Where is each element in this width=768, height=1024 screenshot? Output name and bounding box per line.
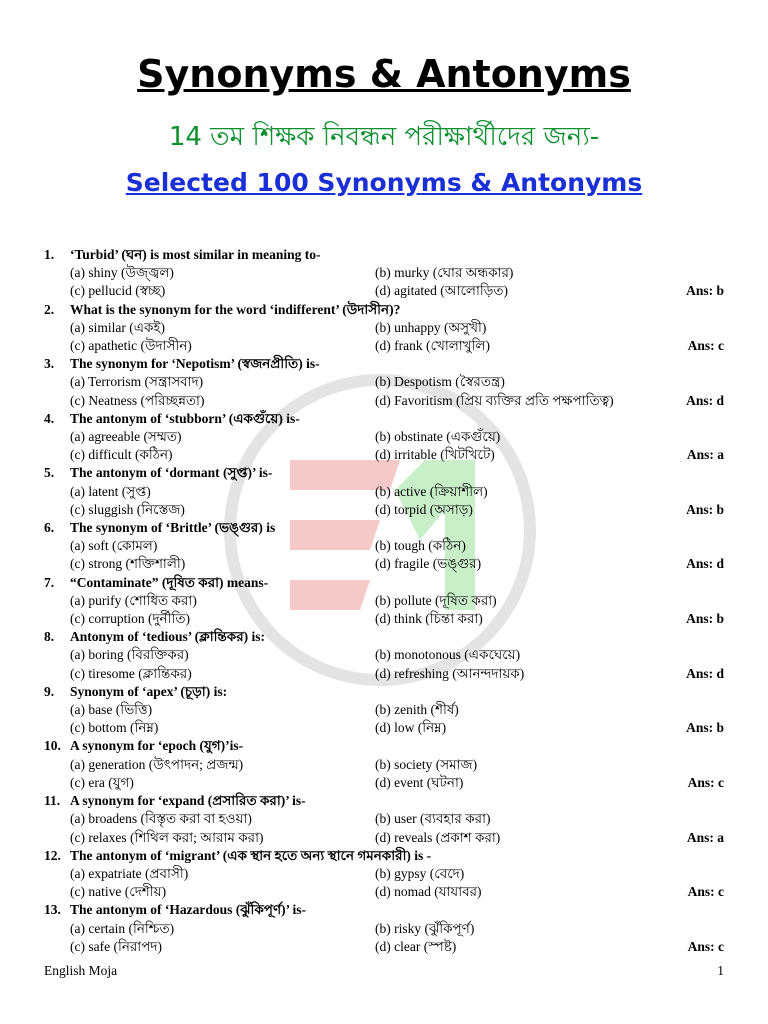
question-header xyxy=(44,737,724,755)
options-row xyxy=(44,537,724,555)
option-a: (a) boring (বিরক্তিকর) xyxy=(70,647,189,663)
question-item xyxy=(44,246,724,301)
options-row xyxy=(44,428,724,446)
question-item xyxy=(44,628,724,683)
options-row xyxy=(44,282,724,300)
option-d: (d) refreshing (আনন্দদায়ক) xyxy=(375,665,525,681)
option-d: (d) low (নিম্ন) xyxy=(375,720,447,736)
option-b: (b) active (ক্রিয়াশীল) xyxy=(375,483,488,499)
question-number: 9. xyxy=(44,683,55,699)
question-header xyxy=(44,519,724,537)
options-row xyxy=(44,592,724,610)
question-text: The antonym of ‘migrant’ (এক স্থান হতে অন্য স্থানে গমনকারী) is - xyxy=(70,847,432,863)
question-header xyxy=(44,464,724,482)
option-b: (b) risky (ঝুঁকিপূর্ণ) xyxy=(375,920,475,936)
option-d: (d) reveals (প্রকাশ করা) xyxy=(375,829,501,845)
option-c: (c) native (দেশীয়) xyxy=(70,884,167,900)
option-d: (d) Favoritism (প্রিয় ব্যক্তির প্রতি পক্ষপাতিত্ব) xyxy=(375,392,614,408)
page-footer xyxy=(44,963,724,979)
answer-label: Ans: b xyxy=(686,720,724,736)
options-row xyxy=(44,883,724,901)
page-subtitle: 14 তম শিক্ষক নিবন্ধন পরীক্ষার্থীদের জন্য- xyxy=(168,122,600,152)
options-row xyxy=(44,610,724,628)
options-row xyxy=(44,829,724,847)
question-text: A synonym for ‘epoch (যুগ)’is- xyxy=(70,738,244,754)
question-text: Antonym of ‘tedious’ (ক্লান্তিকর) is: xyxy=(70,629,266,645)
section-heading: Selected 100 Synonyms & Antonyms xyxy=(125,168,643,197)
question-number: 1. xyxy=(44,247,55,262)
question-number: 5. xyxy=(44,465,55,481)
question-item xyxy=(44,901,724,956)
question-header xyxy=(44,301,724,319)
options-row xyxy=(44,646,724,664)
option-c: (c) bottom (নিম্ন) xyxy=(70,720,159,736)
option-a: (a) soft (কোমল) xyxy=(70,538,158,554)
question-item xyxy=(44,301,724,356)
option-c: (c) relaxes (শিথিল করা; আরাম করা) xyxy=(70,829,264,845)
option-b: (b) unhappy (অসুখী) xyxy=(375,319,487,335)
answer-label: Ans: d xyxy=(686,392,724,408)
option-c: (c) apathetic (উদাসীন) xyxy=(70,338,192,354)
page-title: Synonyms & Antonyms xyxy=(137,52,631,96)
option-b: (b) user (ব্যবহার করা) xyxy=(375,811,491,827)
question-text: The antonym of ‘Hazardous (ঝুঁকিপূর্ণ)’ is- xyxy=(70,902,306,918)
question-number: 13. xyxy=(44,902,61,918)
question-item xyxy=(44,792,724,847)
answer-label: Ans: c xyxy=(687,774,724,790)
question-number: 6. xyxy=(44,520,55,536)
option-c: (c) corruption (দুর্নীতি) xyxy=(70,611,190,627)
options-row xyxy=(44,373,724,391)
answer-label: Ans: b xyxy=(686,501,724,517)
question-text: The synonym of ‘Brittle’ (ভঙ্গুর) is xyxy=(70,520,276,536)
option-d: (d) torpid (অসাড়) xyxy=(375,501,473,517)
question-header xyxy=(44,901,724,919)
question-number: 12. xyxy=(44,847,61,863)
options-row xyxy=(44,701,724,719)
option-a: (a) latent (সুপ্ত) xyxy=(70,483,151,499)
question-header xyxy=(44,246,724,264)
question-text: The antonym of ‘dormant (সুপ্ত)’ is- xyxy=(70,465,273,481)
option-a: (a) similar (একই) xyxy=(70,319,165,335)
question-list xyxy=(44,246,724,956)
question-header xyxy=(44,628,724,646)
options-row xyxy=(44,483,724,501)
question-text: The antonym of ‘stubborn’ (একগুঁয়ে) is- xyxy=(70,410,300,426)
answer-label: Ans: c xyxy=(687,884,724,900)
options-row xyxy=(44,920,724,938)
option-b: (b) tough (কঠিন) xyxy=(375,538,466,554)
options-row xyxy=(44,446,724,464)
question-item xyxy=(44,410,724,465)
question-item xyxy=(44,847,724,902)
option-b: (b) society (সমাজ) xyxy=(375,756,478,772)
answer-label: Ans: c xyxy=(687,938,724,954)
options-row xyxy=(44,501,724,519)
options-row xyxy=(44,719,724,737)
question-text: The synonym for ‘Nepotism’ (স্বজনপ্রীতি) is- xyxy=(70,356,320,372)
option-b: (b) Despotism (স্বৈরতন্ত্র) xyxy=(375,374,505,390)
options-row xyxy=(44,938,724,956)
question-header xyxy=(44,847,724,865)
option-b: (b) zenith (শীর্ষ) xyxy=(375,702,459,718)
option-b: (b) pollute (দূষিত করা) xyxy=(375,592,497,608)
option-d: (d) nomad (যাযাবর) xyxy=(375,884,482,900)
question-header xyxy=(44,683,724,701)
option-b: (b) monotonous (একঘেয়ে) xyxy=(375,647,521,663)
question-text: What is the synonym for the word ‘indifferent’ (উদাসীন)? xyxy=(70,301,401,317)
option-a: (a) certain (নিশ্চিত) xyxy=(70,920,175,936)
answer-label: Ans: c xyxy=(687,338,724,354)
question-number: 4. xyxy=(44,410,55,426)
question-number: 3. xyxy=(44,356,55,372)
options-row xyxy=(44,337,724,355)
options-row xyxy=(44,756,724,774)
option-c: (c) pellucid (স্বচ্ছ) xyxy=(70,283,166,299)
question-number: 11. xyxy=(44,793,61,809)
question-header xyxy=(44,410,724,428)
answer-label: Ans: a xyxy=(686,829,724,845)
option-c: (c) Neatness (পরিচ্ছন্নতা) xyxy=(70,392,205,408)
question-text: ‘Turbid’ (ঘন) is most similar in meaning to- xyxy=(70,247,321,262)
question-number: 8. xyxy=(44,629,55,645)
options-row xyxy=(44,555,724,573)
option-a: (a) Terrorism (সন্ত্রাসবাদ) xyxy=(70,374,204,390)
question-number: 2. xyxy=(44,301,55,317)
option-d: (d) fragile (ভঙ্গুর) xyxy=(375,556,482,572)
option-a: (a) base (ভিত্তি) xyxy=(70,702,153,718)
question-header xyxy=(44,792,724,810)
option-c: (c) sluggish (নিস্তেজ) xyxy=(70,501,185,517)
question-number: 7. xyxy=(44,574,55,590)
option-c: (c) strong (শক্তিশালী) xyxy=(70,556,186,572)
option-d: (d) event (ঘটনা) xyxy=(375,774,464,790)
answer-label: Ans: d xyxy=(686,665,724,681)
answer-label: Ans: b xyxy=(686,283,724,299)
option-a: (a) broadens (বিস্তৃত করা বা হওয়া) xyxy=(70,811,252,827)
question-item xyxy=(44,683,724,738)
answer-label: Ans: a xyxy=(686,447,724,463)
option-d: (d) think (চিন্তা করা) xyxy=(375,611,483,627)
answer-label: Ans: d xyxy=(686,556,724,572)
option-b: (b) obstinate (একগুঁয়ে) xyxy=(375,429,501,445)
option-d: (d) frank (খোলাখুলি) xyxy=(375,338,490,354)
question-item xyxy=(44,737,724,792)
option-d: (d) clear (স্পষ্ট) xyxy=(375,938,457,954)
option-c: (c) era (যুগ) xyxy=(70,774,134,790)
question-item xyxy=(44,464,724,519)
option-c: (c) tiresome (ক্লান্তিকর) xyxy=(70,665,192,681)
options-row xyxy=(44,264,724,282)
option-d: (d) irritable (খিটখিটে) xyxy=(375,447,495,463)
option-c: (c) difficult (কঠিন) xyxy=(70,447,173,463)
question-text: “Contaminate” (দূষিত করা) means- xyxy=(70,574,269,590)
options-row xyxy=(44,392,724,410)
option-b: (b) gypsy (বেদে) xyxy=(375,865,465,881)
page-number: 1 xyxy=(717,963,724,978)
option-a: (a) generation (উৎপাদন; প্রজন্ম) xyxy=(70,756,244,772)
question-item xyxy=(44,574,724,629)
options-row xyxy=(44,665,724,683)
option-b: (b) murky (ঘোর অন্ধকার) xyxy=(375,265,514,281)
option-a: (a) purify (শোধিত করা) xyxy=(70,592,197,608)
answer-label: Ans: b xyxy=(686,611,724,627)
question-text: A synonym for ‘expand (প্রসারিত করা)’ is- xyxy=(70,793,306,809)
options-row xyxy=(44,774,724,792)
question-text: Synonym of ‘apex’ (চূড়া) is: xyxy=(70,683,228,699)
question-header xyxy=(44,574,724,592)
option-a: (a) agreeable (সম্মত) xyxy=(70,429,182,445)
option-c: (c) safe (নিরাপদ) xyxy=(70,938,162,954)
question-item xyxy=(44,355,724,410)
question-header xyxy=(44,355,724,373)
options-row xyxy=(44,319,724,337)
options-row xyxy=(44,810,724,828)
option-a: (a) shiny (উজ্জ্বল) xyxy=(70,265,174,281)
option-a: (a) expatriate (প্রবাসী) xyxy=(70,865,189,881)
options-row xyxy=(44,865,724,883)
option-d: (d) agitated (আলোড়িত) xyxy=(375,283,508,299)
footer-brand: English Moja xyxy=(44,963,118,978)
question-item xyxy=(44,519,724,574)
question-number: 10. xyxy=(44,738,61,754)
